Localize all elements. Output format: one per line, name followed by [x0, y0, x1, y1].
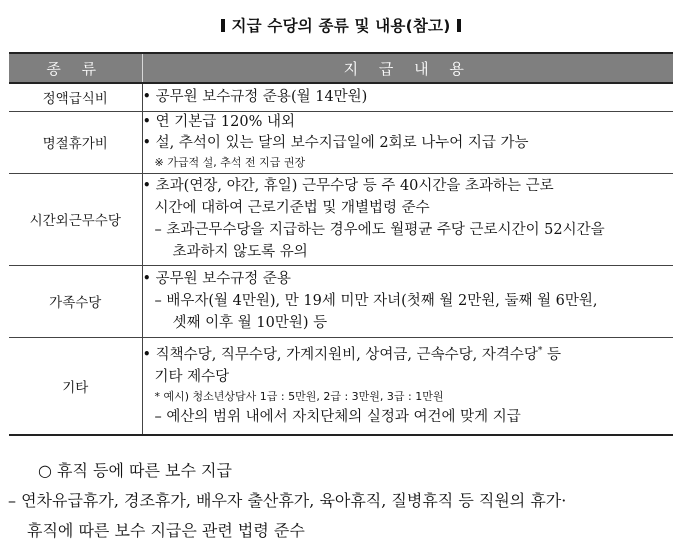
section-line: – 연차유급휴가, 경조휴가, 배우자 출산휴가, 육아휴직, 질병휴직 등 직원의 휴가· — [8, 491, 567, 510]
row-content — [142, 83, 673, 111]
content-note: * 예시) 청소년상담사 1급 : 5만원, 2급 : 3만원, 3급 : 1만원 — [154, 389, 444, 403]
row-label: 기타 — [9, 337, 142, 435]
title-bar-right — [457, 19, 461, 32]
content-line: • 연 기본급 120% 내외 — [142, 114, 295, 130]
content-line-text: • 직책수당, 직무수당, 가계지원비, 상여금, 근속수당, 자격수당 — [142, 346, 538, 363]
content-line: • 공무원 보수규정 준용(월 14만원) — [142, 89, 368, 106]
header-type: 종 류 — [9, 53, 142, 83]
content-line: • 초과(연장, 야간, 휴일) 근무수당 등 주 40시간을 초과하는 근로 — [142, 178, 554, 194]
content-line: • 공무원 보수규정 준용 — [142, 271, 291, 287]
content-line: 시간에 대하여 근로기준법 및 개별법령 준수 — [154, 200, 430, 216]
content-line: – 초과근무수당을 지급하는 경우에도 월평균 주당 근로시간이 52시간을 — [154, 222, 605, 238]
leave-pay-section — [8, 456, 567, 546]
content-line: 셋째 이후 월 10만원) 등 — [172, 315, 328, 331]
table-row — [9, 265, 673, 337]
section-line: 휴직에 따른 보수 지급은 관련 법령 준수 — [27, 521, 305, 540]
table-row — [9, 83, 673, 111]
row-label: 시간외근무수당 — [9, 173, 142, 265]
title-bar-left — [221, 19, 225, 32]
row-label: 정액급식비 — [9, 83, 142, 111]
content-line: 초과하지 않도록 유의 — [172, 244, 308, 260]
table-row — [9, 337, 673, 435]
row-content — [142, 173, 673, 265]
header-content: 지 급 내 용 — [142, 53, 673, 83]
content-line: – 배우자(월 4만원), 만 19세 미만 자녀(첫째 월 2만원, 둘째 월 6만원, — [154, 293, 598, 309]
table-header-row — [9, 53, 673, 83]
row-content — [142, 111, 673, 173]
title-text: 지급 수당의 종류 및 내용(참고) — [231, 17, 451, 35]
content-line — [143, 344, 674, 366]
page-title — [0, 14, 682, 36]
content-line: 기타 제수당 — [154, 368, 230, 385]
content-note: ※ 가급적 설, 추석 전 지급 권장 — [154, 156, 306, 169]
footnote-marker: * — [537, 345, 543, 356]
allowance-table — [9, 52, 673, 436]
section-heading: ○ 휴직 등에 따른 보수 지급 — [38, 461, 232, 480]
table-row — [9, 111, 673, 173]
content-line: – 예산의 범위 내에서 자치단체의 실정과 여건에 맞게 지급 — [154, 408, 521, 425]
row-content — [142, 337, 673, 435]
content-line-suffix: 등 — [542, 346, 562, 363]
row-content — [142, 265, 673, 337]
content-line: • 설, 추석이 있는 달의 보수지급일에 2회로 나누어 지급 가능 — [142, 135, 529, 151]
table-row — [9, 173, 673, 265]
row-label: 명절휴가비 — [9, 111, 142, 173]
row-label: 가족수당 — [9, 265, 142, 337]
